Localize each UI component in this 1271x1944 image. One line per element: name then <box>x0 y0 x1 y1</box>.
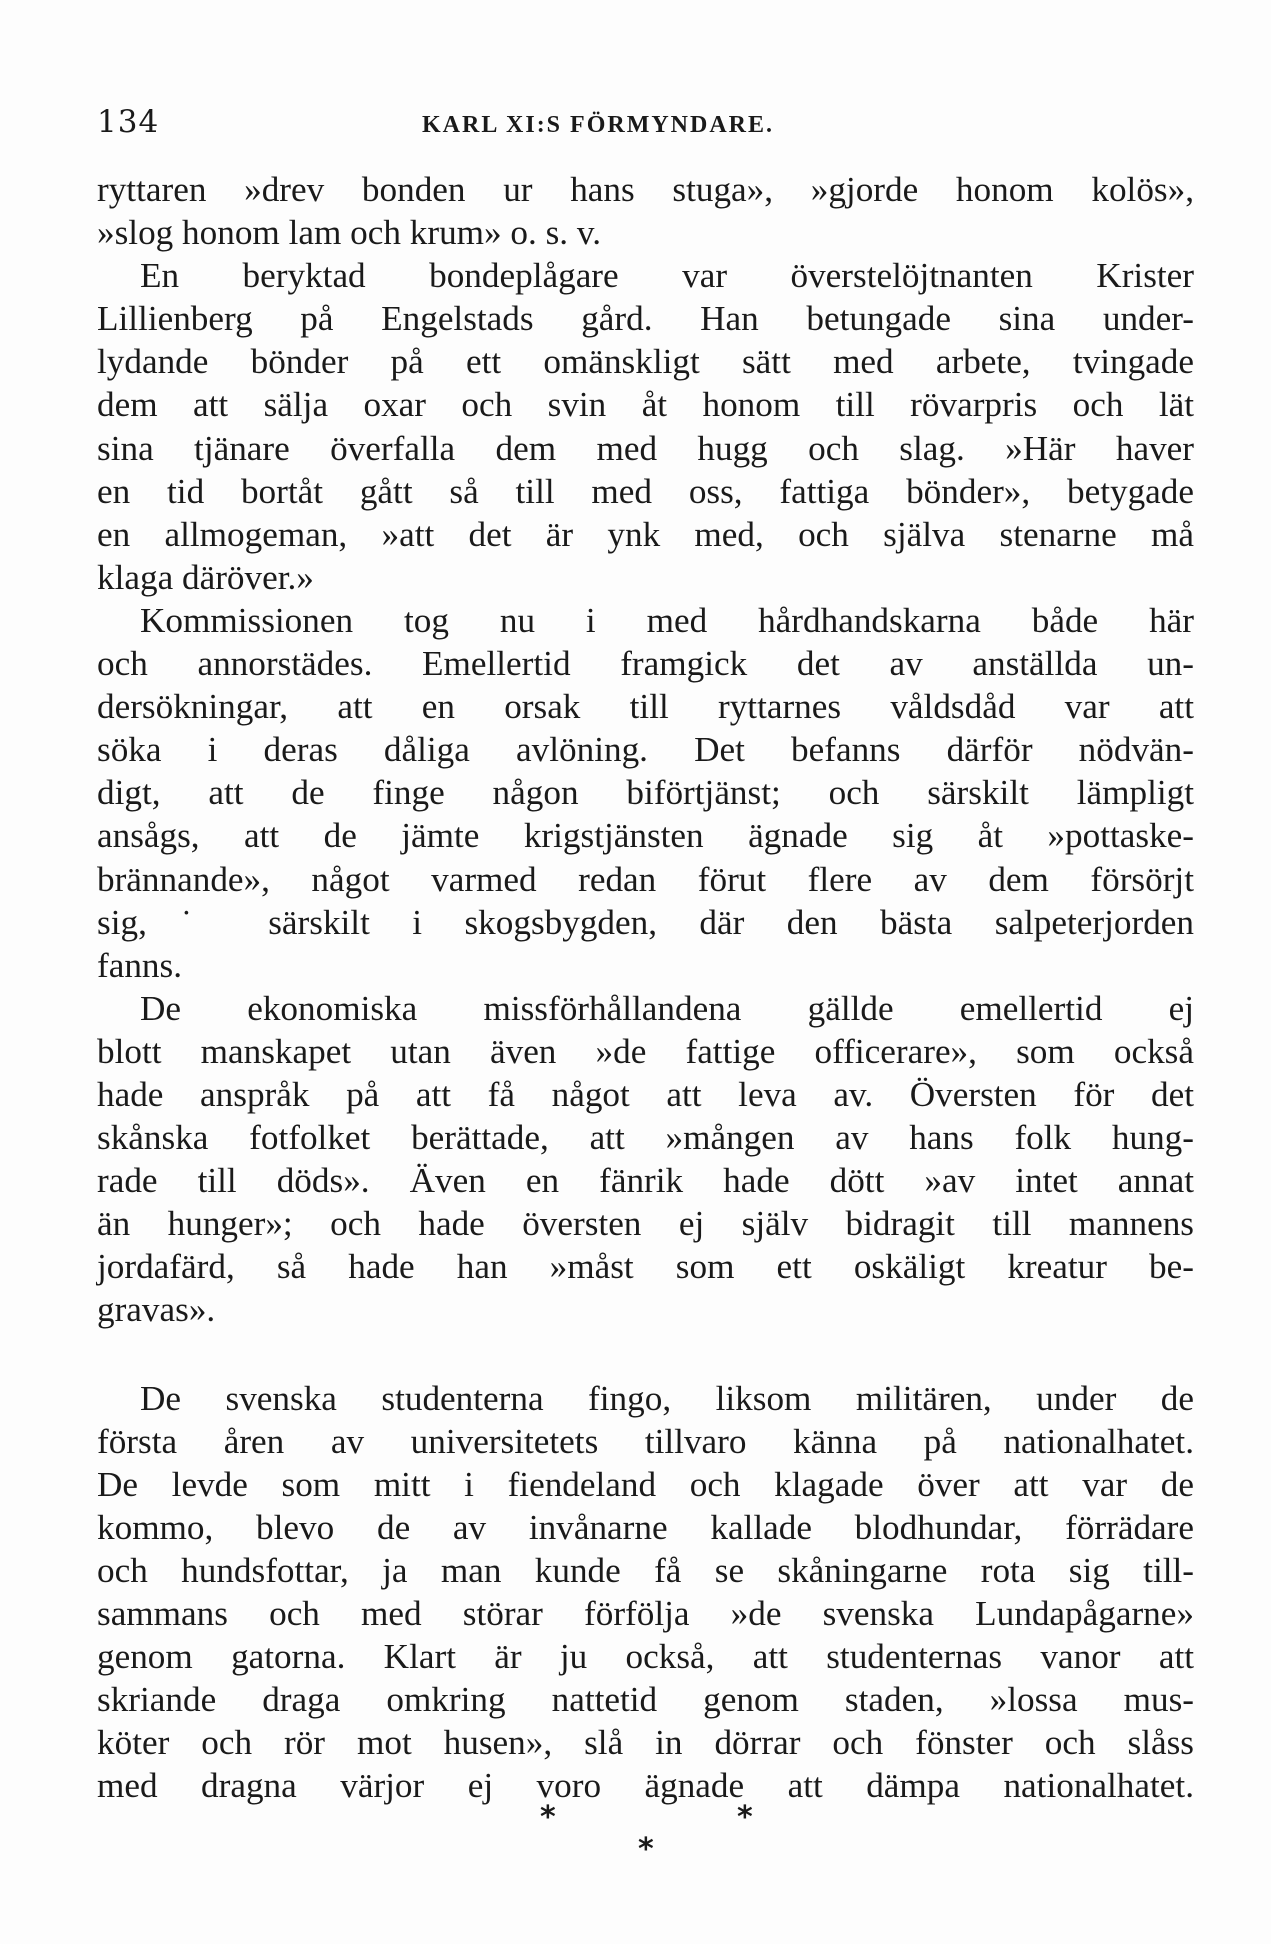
paragraph-1 <box>97 168 1194 254</box>
text-line: första åren av universitetets tillvaro känna på nationalhatet. <box>97 1421 1194 1461</box>
text-line: fanns. <box>97 945 183 985</box>
asterisk-icon: * <box>638 1832 654 1867</box>
text-line: De svenska studenterna fingo, liksom militären, under de <box>140 1378 1194 1418</box>
asterisk-icon: * <box>540 1800 556 1835</box>
text-line: Kommissionen tog nu i med hårdhandskarna både här <box>140 600 1194 640</box>
text-line: en tid bortåt gått så till med oss, fattiga bönder», betygade <box>97 471 1194 511</box>
text-line: sig,˙ särskilt i skogsbygden, där den bästa salpeterjorden <box>97 902 1194 942</box>
text-line: De ekonomiska missförhållandena gällde emellertid ej <box>140 988 1194 1028</box>
text-line: blott manskapet utan även »de fattige officerare», som också <box>97 1031 1194 1071</box>
text-line: gravas». <box>97 1290 216 1330</box>
text-line: än hunger»; och hade översten ej själv bidragit till mannens <box>97 1204 1194 1244</box>
text-line: sina tjänare överfalla dem med hugg och slag. »Här haver <box>97 428 1194 468</box>
text-line: sammans och med störar förfölja »de svenska Lundapågarne» <box>97 1594 1194 1633</box>
text-line: Lillienberg på Engelstads gård. Han betungade sina under- <box>97 299 1194 339</box>
running-head: KARL XI:S FÖRMYNDARE. <box>422 112 775 138</box>
text-line: genom gatorna. Klart är ju också, att studenternas vanor att <box>97 1637 1194 1677</box>
text-line: »slog honom lam och krum» o. s. v. <box>97 213 601 253</box>
page-header <box>97 104 1192 144</box>
text-line: skånska fotfolket berättade, att »mången av hans folk hung- <box>97 1118 1194 1158</box>
text-line: dersökningar, att en orsak till ryttarnes våldsdåd var att <box>97 687 1194 727</box>
body-text <box>97 168 1194 1807</box>
text-line: jordafärd, så hade han »måst som ett oskäligt kreatur be- <box>97 1247 1194 1287</box>
page-number: 134 <box>97 104 160 140</box>
text-line: lydande bönder på ett omänskligt sätt med arbete, tvingade <box>97 342 1194 382</box>
text-line: och annorstädes. Emellertid framgick det av anställda un- <box>97 644 1194 684</box>
text-line: digt, att de finge någon biförtjänst; och särskilt lämpligt <box>97 773 1194 813</box>
text-line: en allmogeman, »att det är ynk med, och själva stenarne må <box>97 514 1194 554</box>
asterisk-icon: * <box>737 1800 753 1835</box>
text-line: rade till döds». Även en fänrik hade dött »av intet annat <box>97 1161 1194 1201</box>
paragraph-5 <box>97 1377 1194 1808</box>
text-line: hade anspråk på att få något att leva av. Översten för det <box>97 1074 1194 1114</box>
text-line: dem att sälja oxar och svin åt honom till rövarpris och lät <box>97 385 1194 425</box>
section-ornament <box>530 1800 770 1870</box>
paragraph-3 <box>97 599 1194 987</box>
paragraph-4 <box>97 987 1194 1332</box>
text-line: brännande», något varmed redan förut flere av dem försörjt <box>97 859 1194 899</box>
text-line: med dragna värjor ej voro ägnade att dämpa nationalhatet. <box>97 1766 1194 1806</box>
text-line: söka i deras dåliga avlöning. Det befanns därför nödvän- <box>97 730 1194 770</box>
text-line: köter och rör mot husen», slå in dörrar och fönster och slåss <box>97 1723 1194 1763</box>
paragraph-2 <box>97 254 1194 599</box>
text-line: En beryktad bondeplågare var överstelöjtnanten Krister <box>140 256 1194 296</box>
text-line: ansågs, att de jämte krigstjänsten ägnade sig åt »pottaske- <box>97 816 1194 856</box>
text-line: kommo, blevo de av invånarne kallade blodhundar, förrädare <box>97 1507 1194 1547</box>
text-line: skriande draga omkring nattetid genom staden, »lossa mus- <box>97 1680 1194 1720</box>
section-gap <box>97 1332 1194 1377</box>
text-line: De levde som mitt i fiendeland och klagade över att var de <box>97 1464 1194 1504</box>
text-line: och hundsfottar, ja man kunde få se skåningarne rota sig till- <box>97 1550 1194 1590</box>
text-line: klaga däröver.» <box>97 557 314 597</box>
text-line: ryttaren »drev bonden ur hans stuga», »gjorde honom kolös», <box>97 170 1194 209</box>
